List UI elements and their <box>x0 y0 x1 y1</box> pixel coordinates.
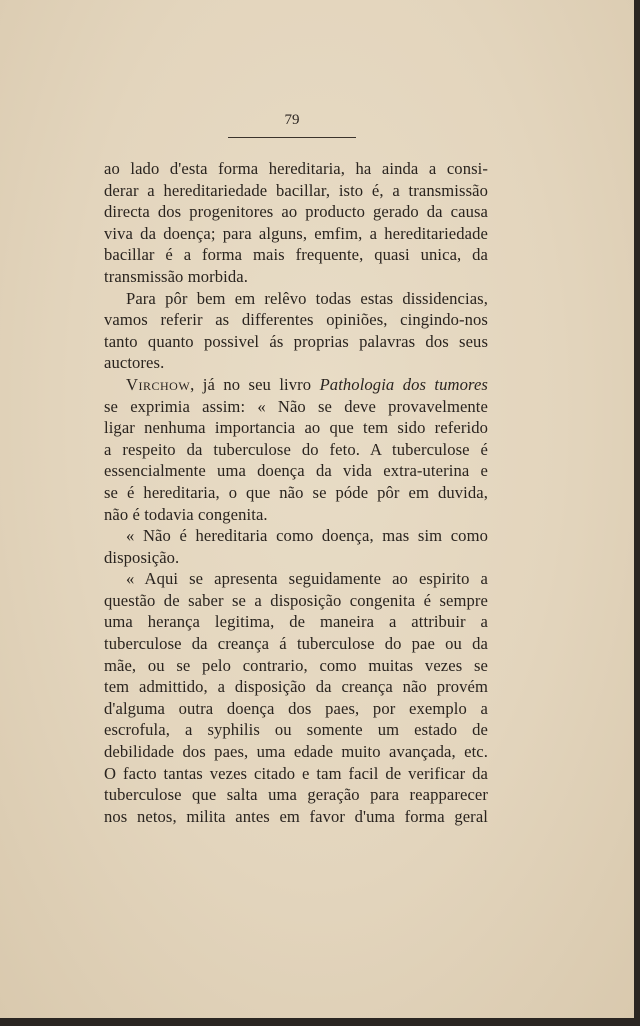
author-name: Virchow <box>126 374 191 394</box>
citation-text: , já no seu livro <box>190 374 320 394</box>
text-line: ligar nenhuma importancia ao que tem sido referido <box>104 418 488 438</box>
book-title: Pathologia dos tumores <box>319 374 488 394</box>
text-line: bacillar é a forma mais frequente, quasi unica, da <box>104 245 488 265</box>
text-line: mãe, ou se pelo contrario, como muitas vezes se <box>104 655 488 675</box>
text-line: tem admittido, a disposição da creança não provém <box>104 677 488 697</box>
body-text <box>104 158 488 827</box>
text-line: não é todavia congenita. <box>104 504 268 524</box>
text-line: debilidade dos paes, uma edade muito avançada, etc. <box>104 742 488 762</box>
text-line: tanto quanto possivel ás proprias palavras dos seus <box>104 331 488 351</box>
text-line: essencialmente uma doença da vida extra-uterina e <box>104 461 488 481</box>
text-line: « Não é hereditaria como doença, mas sim como <box>126 526 488 546</box>
text-line: ao lado d'esta forma hereditaria, ha ainda a consi- <box>104 159 488 178</box>
text-line: d'alguma outra doença dos paes, por exemplo a <box>104 698 488 718</box>
text-line: Para pôr bem em relêvo todas estas dissidencias, <box>126 288 488 308</box>
text-line: nos netos, milita antes em favor d'uma forma geral <box>104 806 488 826</box>
text-line: « Aqui se apresenta seguidamente ao espirito a <box>126 569 488 589</box>
text-line: se exprimia assim: « Não se deve provavelmente <box>104 396 488 416</box>
text-line: disposição. <box>104 547 180 567</box>
text-line-citation <box>104 374 488 396</box>
text-line: viva da doença; para alguns, emfim, a hereditariedade <box>104 223 488 243</box>
text-line: escrofula, a syphilis ou somente um estado de <box>104 720 488 740</box>
text-line: uma herança legitima, de maneira a attribuir a <box>104 612 488 632</box>
text-line: directa dos progenitores ao producto gerado da causa <box>104 202 488 222</box>
text-line: transmissão morbida. <box>104 266 248 286</box>
text-line: vamos referir as differentes opiniões, cingindo-nos <box>104 310 488 330</box>
text-line: tuberculose que salta uma geração para reapparecer <box>104 785 488 805</box>
page-number: 79 <box>284 112 300 128</box>
header-rule <box>228 137 356 138</box>
text-line: O facto tantas vezes citado e tam facil de verificar da <box>104 763 488 783</box>
text-line: tuberculose da creança á tuberculose do pae ou da <box>104 634 488 654</box>
text-line: derar a hereditariedade bacillar, isto é, a transmissão <box>104 180 488 200</box>
text-line: auctores. <box>104 353 165 373</box>
text-line: se é hereditaria, o que não se póde pôr em duvida, <box>104 482 488 502</box>
text-line: questão de saber se a disposição congenita é sempre <box>104 590 488 610</box>
text-line: a respeito da tuberculose do feto. A tuberculose é <box>104 439 488 459</box>
